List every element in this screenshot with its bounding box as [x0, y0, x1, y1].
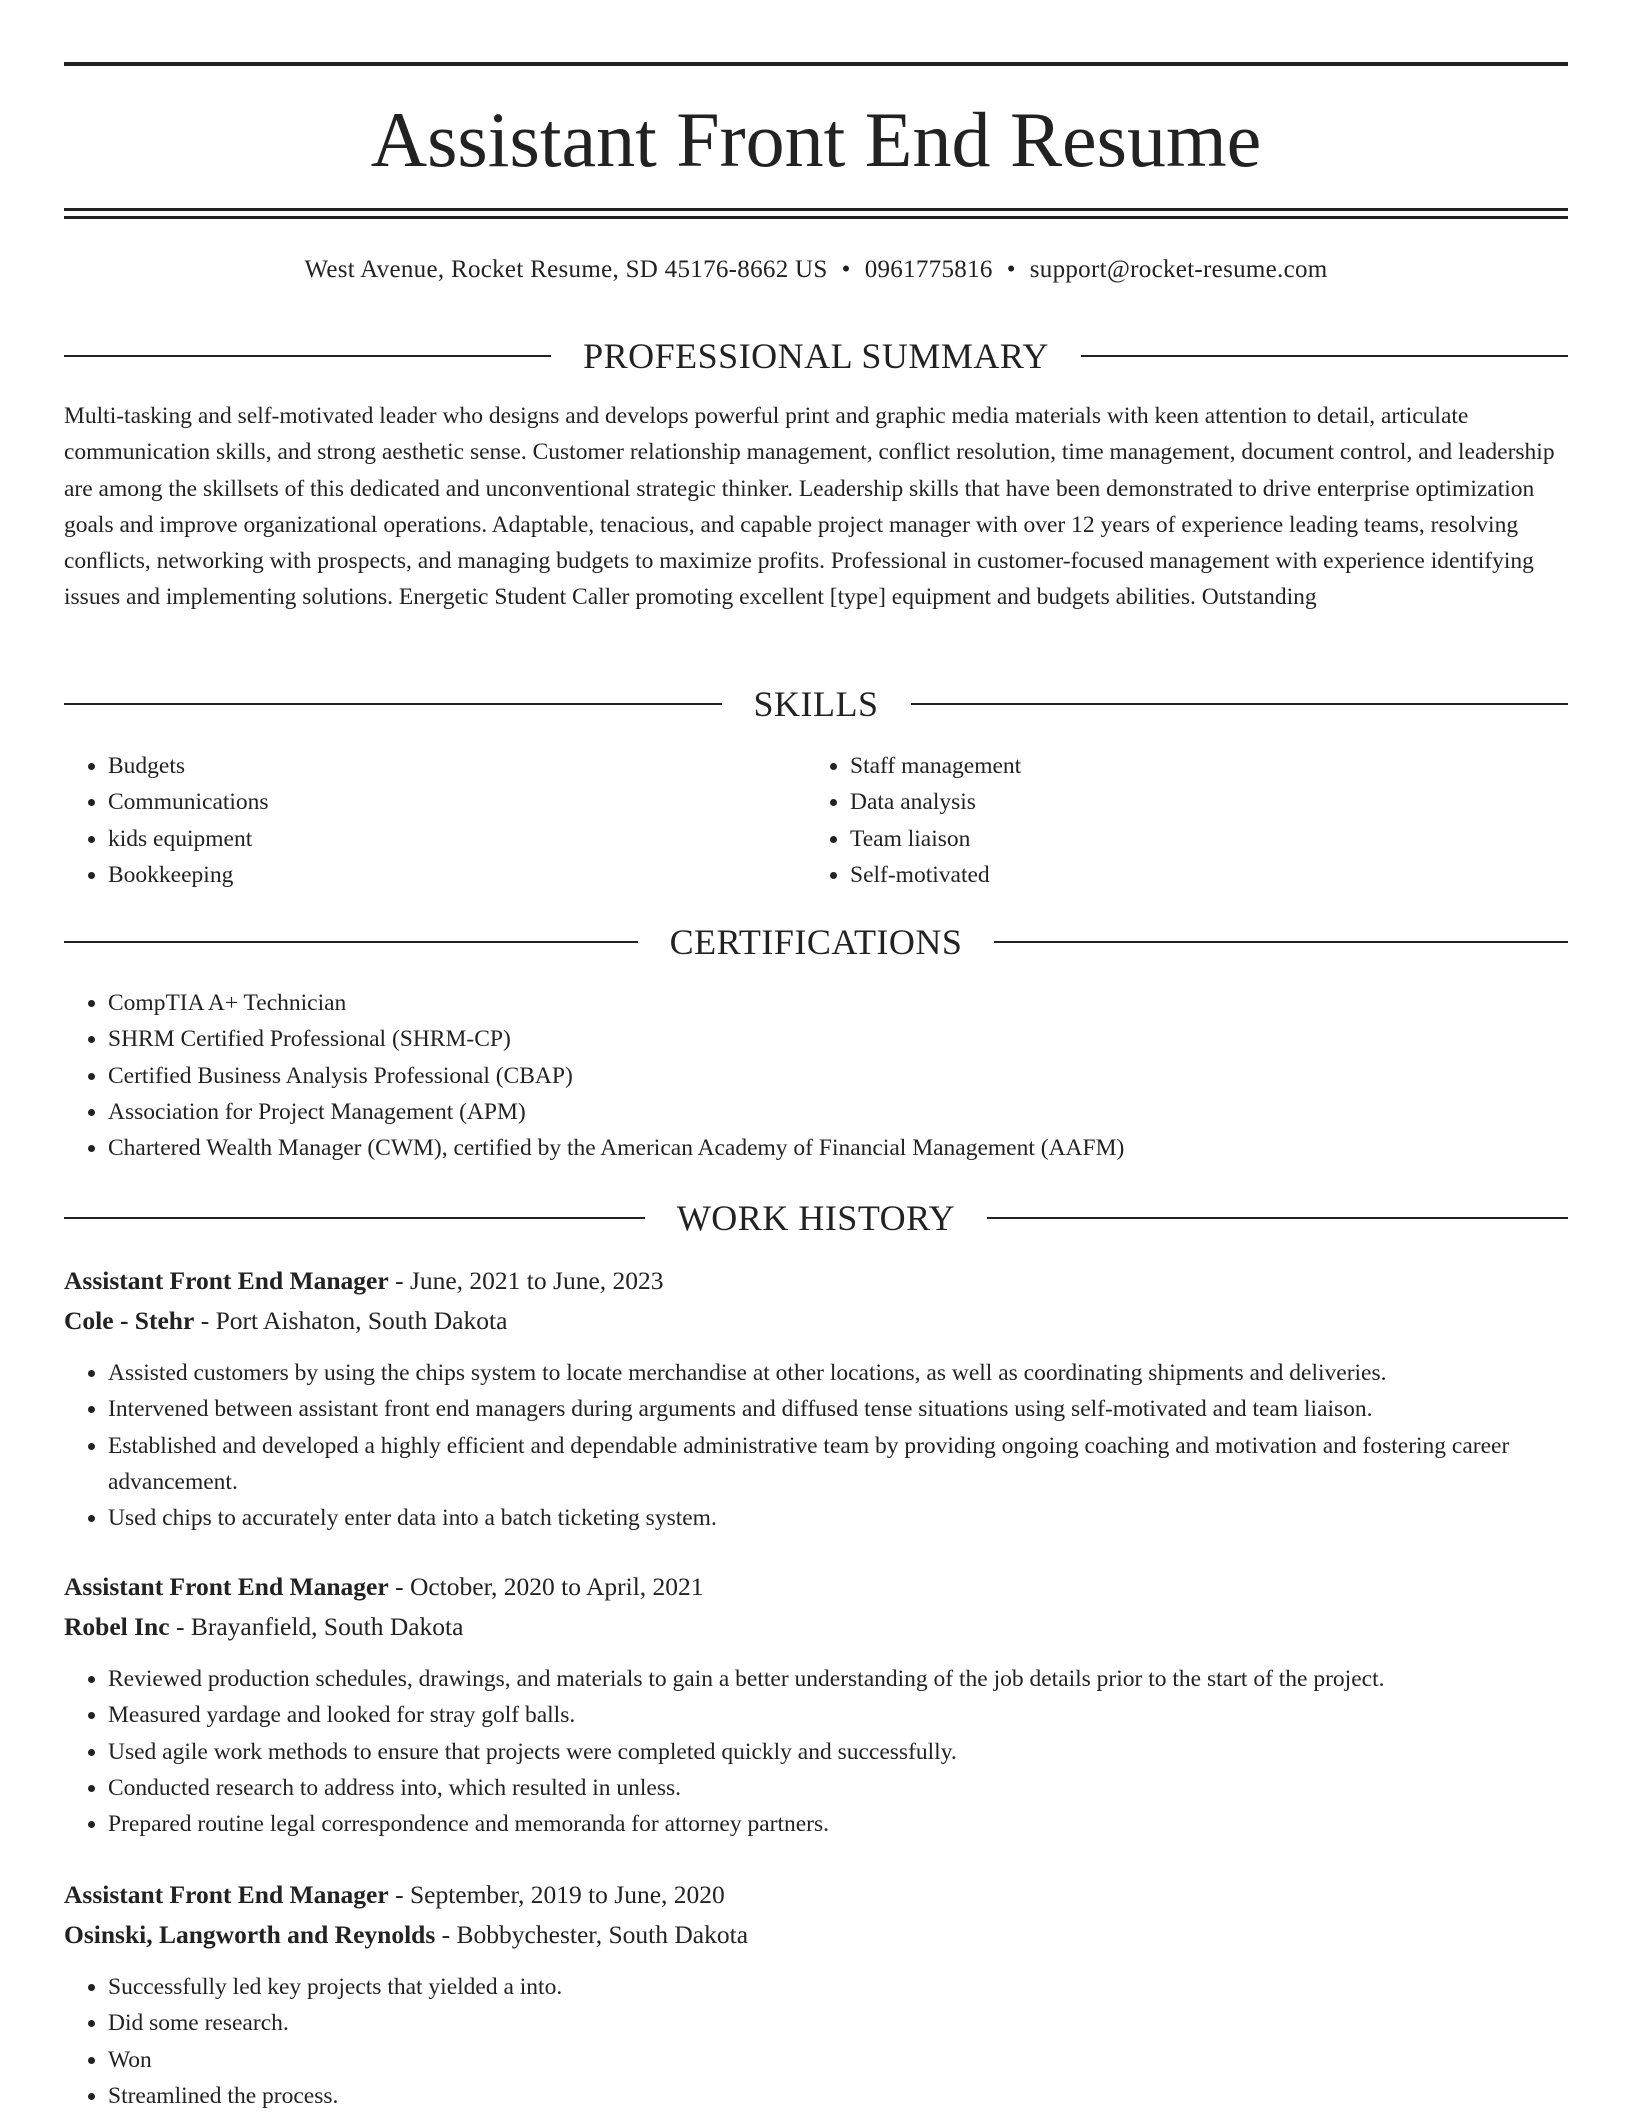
certifications-heading: [64, 920, 1568, 964]
job-title-line: Assistant Front End Manager - September, 2019 to June, 2020: [64, 1880, 725, 1909]
title-double-rule: [64, 208, 1568, 219]
list-item: • Assisted customers by using the chips system to locate merchandise at other locations, as well as coordinating shipments and deliveries.: [108, 1355, 1568, 1391]
job-company: Cole - Stehr: [64, 1306, 195, 1335]
list-item: • Did some research.: [108, 2005, 1568, 2041]
job-title: Assistant Front End Manager: [64, 1266, 389, 1295]
job-location: Brayanfield, South Dakota: [190, 1612, 464, 1641]
job-company-line: Osinski, Langworth and Reynolds - Bobbychester, South Dakota: [64, 1920, 749, 1949]
job-bullets: [64, 1969, 1568, 2114]
summary-heading-label: PROFESSIONAL SUMMARY: [583, 336, 1049, 376]
skills-heading-label: SKILLS: [753, 684, 879, 724]
skills-heading: [64, 682, 1568, 726]
list-item: • Used agile work methods to ensure that projects were completed quickly and successfully.: [108, 1734, 1568, 1770]
list-item: • Chartered Wealth Manager (CWM), certified by the American Academy of Financial Management (AAFM): [108, 1130, 1568, 1166]
list-item: • Communications: [108, 784, 806, 820]
list-item: • CompTIA A+ Technician: [108, 985, 1568, 1021]
job-bullets: [64, 1661, 1568, 1842]
skills-column-right: [806, 748, 1568, 893]
job-title: Assistant Front End Manager: [64, 1880, 389, 1909]
list-item: • Budgets: [108, 748, 806, 784]
job-bullets: [64, 1355, 1568, 1536]
job-dates: September, 2019 to June, 2020: [409, 1880, 725, 1909]
list-item: • Team liaison: [850, 821, 1568, 857]
job-title-line: Assistant Front End Manager - June, 2021 to June, 2023: [64, 1266, 664, 1295]
list-item: • Staff management: [850, 748, 1568, 784]
list-item: • Data analysis: [850, 784, 1568, 820]
contact-address: West Avenue, Rocket Resume, SD 45176-8662 US: [304, 256, 828, 283]
list-item: • Prepared routine legal correspondence and memoranda for attorney partners.: [108, 1806, 1568, 1842]
list-item: • Intervened between assistant front end managers during arguments and diffused tense situations using self-motivated and team liaison.: [108, 1391, 1568, 1427]
job-company-line: Cole - Stehr - Port Aishaton, South Dakota: [64, 1306, 508, 1335]
job-company: Osinski, Langworth and Reynolds: [64, 1920, 436, 1949]
summary-text: Multi-tasking and self-motivated leader who designs and develops powerful print and graphic media materials with keen attention to detail, articulate communication skills, and strong aesthetic sense. Customer relationship management, conflict resolution, time management, document control, and leadership are among the skillsets of this dedicated and unconventional strategic thinker. Leadership skills that have been demonstrated to drive enterprise optimization goals and improve organizational operations. Adaptable, tenacious, and capable project manager with over 12 years of experience leading teams, resolving conflicts, networking with prospects, and managing budgets to maximize profits. Professional in customer-focused management with experience identifying issues and implementing solutions. Energetic Student Caller promoting excellent [type] equipment and budgets abilities. Outstanding: [64, 403, 1555, 611]
job-location: Port Aishaton, South Dakota: [215, 1306, 508, 1335]
job-title: Assistant Front End Manager: [64, 1572, 389, 1601]
job-company: Robel Inc: [64, 1612, 170, 1641]
contact-phone: 0961775816: [864, 256, 993, 283]
list-item: • Established and developed a highly efficient and dependable administrative team by providing ongoing coaching and motivation and fostering career advancement.: [108, 1428, 1568, 1501]
list-item: • Reviewed production schedules, drawings, and materials to gain a better understanding of the job details prior to the start of the project.: [108, 1661, 1568, 1697]
job-dates: October, 2020 to April, 2021: [409, 1572, 704, 1601]
list-item: • Streamlined the process.: [108, 2078, 1568, 2114]
job-dates: June, 2021 to June, 2023: [409, 1266, 664, 1295]
contact-email: support@rocket-resume.com: [1029, 256, 1328, 283]
list-item: • Self-motivated: [850, 857, 1568, 893]
list-item: • Won: [108, 2042, 1568, 2078]
list-item: • Used chips to accurately enter data into a batch ticketing system.: [108, 1500, 1568, 1536]
work-history-heading-label: WORK HISTORY: [676, 1198, 956, 1238]
list-item: • kids equipment: [108, 821, 806, 857]
list-item: • Certified Business Analysis Professional (CBAP): [108, 1058, 1568, 1094]
job-entry: [64, 1567, 1568, 1842]
list-item: • Bookkeeping: [108, 857, 806, 893]
job-title-line: Assistant Front End Manager - October, 2020 to April, 2021: [64, 1572, 704, 1601]
contact-separator: •: [841, 256, 851, 283]
job-location: Bobbychester, South Dakota: [456, 1920, 749, 1949]
top-rule: [64, 62, 1568, 66]
resume-title: Assistant Front End Resume: [370, 96, 1262, 183]
list-item: • Measured yardage and looked for stray golf balls.: [108, 1697, 1568, 1733]
list-item: • Conducted research to address into, which resulted in unless.: [108, 1770, 1568, 1806]
list-item: • Association for Project Management (APM): [108, 1094, 1568, 1130]
skills-list: [64, 748, 1568, 893]
certifications-list: [64, 985, 1568, 1166]
job-company-line: Robel Inc - Brayanfield, South Dakota: [64, 1612, 464, 1641]
skills-column-left: [64, 748, 806, 893]
summary-heading: [64, 334, 1568, 378]
job-entry: [64, 1261, 1568, 1536]
job-entry: [64, 1875, 1568, 2114]
list-item: • SHRM Certified Professional (SHRM-CP): [108, 1021, 1568, 1057]
work-history-heading: [64, 1196, 1568, 1240]
contact-line: [64, 252, 1568, 288]
list-item: • Successfully led key projects that yielded a into.: [108, 1969, 1568, 2005]
certifications-heading-label: CERTIFICATIONS: [669, 922, 963, 962]
contact-separator: •: [1006, 256, 1016, 283]
